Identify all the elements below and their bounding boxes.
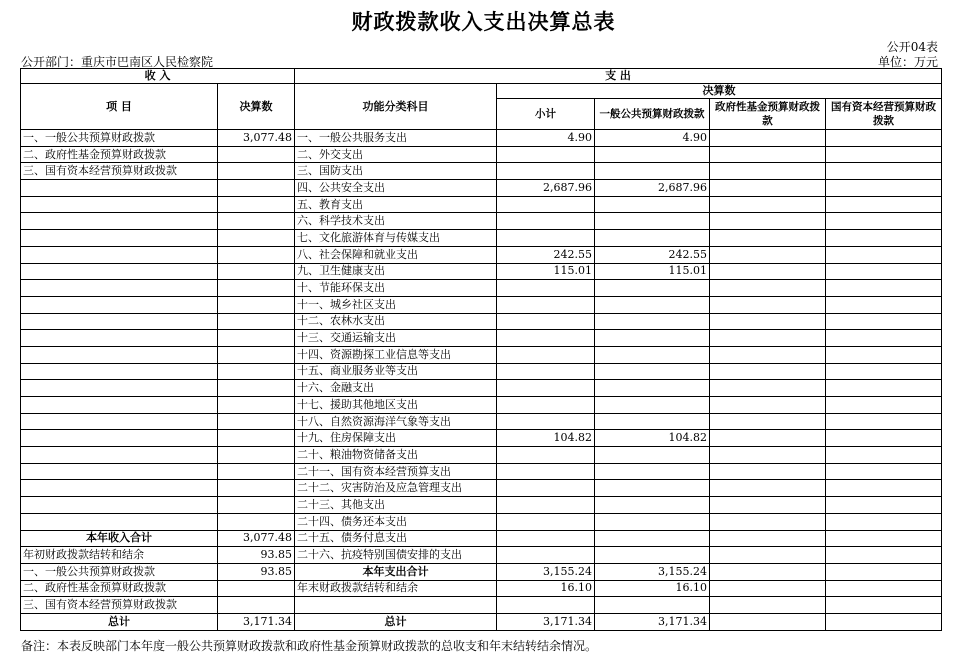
table-row — [21, 430, 942, 447]
empty-cell — [21, 180, 218, 197]
expense-total-subtotal: 3,155.24 — [497, 563, 595, 580]
grand-total-label: 总计 — [21, 613, 218, 630]
empty-cell — [21, 313, 218, 330]
expense-general: 104.82 — [595, 430, 710, 447]
expense-state-capital — [826, 313, 942, 330]
table-row — [21, 146, 942, 163]
expense-item-label: 十八、自然资源海洋气象等支出 — [295, 413, 497, 430]
expense-gov-fund — [710, 497, 826, 514]
empty-cell — [218, 380, 295, 397]
expense-general — [595, 463, 710, 480]
expense-state-capital — [826, 330, 942, 347]
empty-cell — [826, 563, 942, 580]
carry-item-value: 93.85 — [218, 563, 295, 580]
empty-cell — [295, 597, 497, 614]
expense-subtotal — [497, 497, 595, 514]
form-number: 公开04表 — [886, 40, 938, 54]
expense-state-capital — [826, 397, 942, 414]
expense-general — [595, 397, 710, 414]
expense-item-label: 六、科学技术支出 — [295, 213, 497, 230]
expense-gov-fund — [710, 346, 826, 363]
expense-subtotal — [497, 513, 595, 530]
carry-in-value: 93.85 — [218, 547, 295, 564]
expense-state-capital — [826, 430, 942, 447]
expense-state-capital — [826, 180, 942, 197]
amount-header: 决算数 — [218, 84, 295, 130]
income-item-value — [218, 163, 295, 180]
table-row — [21, 363, 942, 380]
empty-cell — [218, 313, 295, 330]
empty-cell — [21, 196, 218, 213]
table-row — [21, 613, 942, 630]
expense-header: 支 出 — [295, 69, 942, 84]
expense-general — [595, 380, 710, 397]
expense-subtotal: 104.82 — [497, 430, 595, 447]
empty-cell — [21, 463, 218, 480]
expense-state-capital — [826, 447, 942, 464]
empty-cell — [21, 363, 218, 380]
expense-general — [595, 346, 710, 363]
expense-subtotal — [497, 230, 595, 247]
expense-gov-fund — [710, 146, 826, 163]
empty-cell — [21, 447, 218, 464]
table-row — [21, 563, 942, 580]
empty-cell — [218, 213, 295, 230]
expense-item-label: 十四、资源勘探工业信息等支出 — [295, 346, 497, 363]
carry-in-label: 年初财政拨款结转和结余 — [21, 547, 218, 564]
expense-item-label: 十三、交通运输支出 — [295, 330, 497, 347]
expense-item-label: 十一、城乡社区支出 — [295, 296, 497, 313]
empty-cell — [21, 380, 218, 397]
income-header: 收 入 — [21, 69, 295, 84]
expense-general — [595, 313, 710, 330]
expense-state-capital — [826, 296, 942, 313]
table-row — [21, 246, 942, 263]
table-row — [21, 313, 942, 330]
expense-subtotal — [497, 280, 595, 297]
empty-cell — [21, 246, 218, 263]
expense-item-label: 十二、农林水支出 — [295, 313, 497, 330]
empty-cell — [21, 413, 218, 430]
expense-general — [595, 447, 710, 464]
empty-cell — [218, 397, 295, 414]
expense-general — [595, 163, 710, 180]
empty-cell — [826, 597, 942, 614]
expense-subtotal: 2,687.96 — [497, 180, 595, 197]
expense-total-general: 3,155.24 — [595, 563, 710, 580]
table-row — [21, 296, 942, 313]
expense-subtotal: 242.55 — [497, 246, 595, 263]
carry-out-subtotal: 16.10 — [497, 580, 595, 597]
empty-cell — [497, 597, 595, 614]
empty-cell — [218, 280, 295, 297]
empty-cell — [710, 613, 826, 630]
table-row — [21, 547, 942, 564]
table-row — [21, 230, 942, 247]
expense-state-capital — [826, 163, 942, 180]
empty-cell — [218, 196, 295, 213]
empty-cell — [21, 397, 218, 414]
empty-cell — [710, 597, 826, 614]
expense-item-label: 十九、住房保障支出 — [295, 430, 497, 447]
table-row — [21, 263, 942, 280]
expense-gov-fund — [710, 447, 826, 464]
expense-general — [595, 413, 710, 430]
expense-subtotal — [497, 413, 595, 430]
table-row — [21, 130, 942, 147]
carry-item-value — [218, 597, 295, 614]
expense-gov-fund — [710, 413, 826, 430]
expense-general: 242.55 — [595, 246, 710, 263]
empty-cell — [21, 513, 218, 530]
expense-state-capital — [826, 497, 942, 514]
expense-gov-fund — [710, 130, 826, 147]
expense-gov-fund — [710, 430, 826, 447]
item-header: 项 目 — [21, 84, 218, 130]
expense-general: 4.90 — [595, 130, 710, 147]
expense-state-capital — [826, 346, 942, 363]
expense-item-label: 八、社会保障和就业支出 — [295, 246, 497, 263]
expense-gov-fund — [710, 513, 826, 530]
expense-item-label: 九、卫生健康支出 — [295, 263, 497, 280]
expense-state-capital — [826, 363, 942, 380]
empty-cell — [710, 563, 826, 580]
general-budget-header: 一般公共预算财政拨款 — [595, 99, 710, 130]
expense-gov-fund — [710, 213, 826, 230]
table-row — [21, 413, 942, 430]
expense-general: 115.01 — [595, 263, 710, 280]
empty-cell — [826, 613, 942, 630]
empty-cell — [21, 263, 218, 280]
expense-state-capital — [826, 213, 942, 230]
grand-total-expense-label: 总计 — [295, 613, 497, 630]
final-accounts-table — [20, 68, 942, 631]
expense-gov-fund — [710, 296, 826, 313]
expense-item-label: 一、一般公共服务支出 — [295, 130, 497, 147]
table-row — [21, 346, 942, 363]
empty-cell — [218, 480, 295, 497]
gov-fund-header: 政府性基金预算财政拨款 — [710, 99, 826, 130]
expense-state-capital — [826, 480, 942, 497]
expense-general — [595, 363, 710, 380]
expense-gov-fund — [710, 380, 826, 397]
expense-item-label: 二、外交支出 — [295, 146, 497, 163]
expense-item-label: 二十、粮油物资储备支出 — [295, 447, 497, 464]
expense-item-label: 三、国防支出 — [295, 163, 497, 180]
grand-total-income: 3,171.34 — [218, 613, 295, 630]
expense-gov-fund — [710, 463, 826, 480]
expense-state-capital — [826, 146, 942, 163]
empty-cell — [21, 346, 218, 363]
empty-cell — [21, 330, 218, 347]
carry-out-general: 16.10 — [595, 580, 710, 597]
expense-state-capital — [826, 246, 942, 263]
expense-gov-fund — [710, 313, 826, 330]
empty-cell — [218, 430, 295, 447]
expense-item-label: 二十五、债务付息支出 — [295, 530, 497, 547]
expense-item-label: 二十四、债务还本支出 — [295, 513, 497, 530]
expense-item-label: 二十三、其他支出 — [295, 497, 497, 514]
expense-general — [595, 146, 710, 163]
empty-cell — [21, 230, 218, 247]
table-row — [21, 530, 942, 547]
empty-cell — [218, 263, 295, 280]
expense-subtotal — [497, 463, 595, 480]
expense-subtotal — [497, 163, 595, 180]
table-row — [21, 213, 942, 230]
table-row — [21, 597, 942, 614]
table-row — [21, 463, 942, 480]
empty-cell — [21, 497, 218, 514]
income-item-value: 3,077.48 — [218, 130, 295, 147]
expense-state-capital — [826, 380, 942, 397]
table-row — [21, 163, 942, 180]
expense-total-label: 本年支出合计 — [295, 563, 497, 580]
expense-item-label: 十、节能环保支出 — [295, 280, 497, 297]
expense-gov-fund — [710, 397, 826, 414]
carry-item-label: 三、国有资本经营预算财政拨款 — [21, 597, 218, 614]
empty-cell — [218, 330, 295, 347]
expense-subtotal — [497, 296, 595, 313]
subtotal-header: 小计 — [497, 99, 595, 130]
expense-subtotal: 115.01 — [497, 263, 595, 280]
expense-item-label: 四、公共安全支出 — [295, 180, 497, 197]
expense-general — [595, 480, 710, 497]
expense-gov-fund — [710, 230, 826, 247]
empty-cell — [218, 413, 295, 430]
income-item-label: 二、政府性基金预算财政拨款 — [21, 146, 218, 163]
table-row — [21, 196, 942, 213]
carry-item-value — [218, 580, 295, 597]
expense-subtotal — [497, 146, 595, 163]
expense-subtotal — [497, 447, 595, 464]
empty-cell — [710, 580, 826, 597]
expense-subtotal — [497, 480, 595, 497]
income-total-value: 3,077.48 — [218, 530, 295, 547]
expense-general — [595, 230, 710, 247]
expense-state-capital — [826, 530, 942, 547]
empty-cell — [21, 430, 218, 447]
empty-cell — [218, 296, 295, 313]
expense-gov-fund — [710, 163, 826, 180]
footnote: 备注：本表反映部门本年度一般公共预算财政拨款和政府性基金预算财政拨款的总收支和年末结转结余情况。 — [21, 639, 598, 653]
expense-general — [595, 547, 710, 564]
expense-gov-fund — [710, 363, 826, 380]
expense-general: 2,687.96 — [595, 180, 710, 197]
final-amount-header: 决算数 — [497, 84, 942, 99]
carry-item-label: 一、一般公共预算财政拨款 — [21, 563, 218, 580]
empty-cell — [218, 246, 295, 263]
expense-state-capital — [826, 263, 942, 280]
expense-subtotal — [497, 530, 595, 547]
carry-out-label: 年末财政拨款结转和结余 — [295, 580, 497, 597]
expense-gov-fund — [710, 263, 826, 280]
page-title: 财政拨款收入支出决算总表 — [351, 10, 616, 34]
expense-state-capital — [826, 280, 942, 297]
table-row — [21, 513, 942, 530]
empty-cell — [218, 346, 295, 363]
expense-gov-fund — [710, 180, 826, 197]
expense-item-label: 二十一、国有资本经营预算支出 — [295, 463, 497, 480]
empty-cell — [218, 447, 295, 464]
expense-item-label: 十五、商业服务业等支出 — [295, 363, 497, 380]
expense-state-capital — [826, 463, 942, 480]
expense-item-label: 二十六、抗疫特别国债安排的支出 — [295, 547, 497, 564]
expense-general — [595, 196, 710, 213]
empty-cell — [595, 597, 710, 614]
expense-state-capital — [826, 413, 942, 430]
expense-subtotal — [497, 363, 595, 380]
expense-subtotal — [497, 547, 595, 564]
expense-general — [595, 296, 710, 313]
expense-state-capital — [826, 230, 942, 247]
carry-item-label: 二、政府性基金预算财政拨款 — [21, 580, 218, 597]
empty-cell — [218, 513, 295, 530]
expense-subtotal — [497, 196, 595, 213]
table-row — [21, 580, 942, 597]
empty-cell — [21, 280, 218, 297]
expense-state-capital — [826, 513, 942, 530]
table-row — [21, 447, 942, 464]
empty-cell — [218, 230, 295, 247]
expense-gov-fund — [710, 330, 826, 347]
empty-cell — [218, 180, 295, 197]
expense-general — [595, 530, 710, 547]
expense-subtotal — [497, 313, 595, 330]
table-row — [21, 380, 942, 397]
unit-label: 单位：万元 — [877, 55, 938, 69]
state-capital-header: 国有资本经营预算财政拨款 — [826, 99, 942, 130]
expense-state-capital — [826, 196, 942, 213]
expense-subtotal — [497, 330, 595, 347]
expense-state-capital — [826, 547, 942, 564]
expense-subtotal — [497, 397, 595, 414]
expense-general — [595, 280, 710, 297]
expense-subtotal — [497, 346, 595, 363]
table-row — [21, 497, 942, 514]
expense-general — [595, 497, 710, 514]
empty-cell — [218, 463, 295, 480]
expense-item-label: 二十二、灾害防治及应急管理支出 — [295, 480, 497, 497]
table-row — [21, 280, 942, 297]
table-row — [21, 180, 942, 197]
income-total-label: 本年收入合计 — [21, 530, 218, 547]
expense-gov-fund — [710, 280, 826, 297]
expense-gov-fund — [710, 547, 826, 564]
grand-total-subtotal: 3,171.34 — [497, 613, 595, 630]
expense-subtotal: 4.90 — [497, 130, 595, 147]
expense-subtotal — [497, 213, 595, 230]
expense-gov-fund — [710, 530, 826, 547]
expense-gov-fund — [710, 480, 826, 497]
income-item-label: 三、国有资本经营预算财政拨款 — [21, 163, 218, 180]
expense-subtotal — [497, 380, 595, 397]
expense-general — [595, 213, 710, 230]
income-item-label: 一、一般公共预算财政拨款 — [21, 130, 218, 147]
expense-gov-fund — [710, 246, 826, 263]
expense-gov-fund — [710, 196, 826, 213]
expense-state-capital — [826, 130, 942, 147]
empty-cell — [21, 480, 218, 497]
expense-item-label: 十七、援助其他地区支出 — [295, 397, 497, 414]
empty-cell — [826, 580, 942, 597]
empty-cell — [21, 213, 218, 230]
expense-general — [595, 513, 710, 530]
table-row — [21, 330, 942, 347]
empty-cell — [21, 296, 218, 313]
expense-item-label: 五、教育支出 — [295, 196, 497, 213]
function-category-header: 功能分类科目 — [295, 84, 497, 130]
grand-total-general: 3,171.34 — [595, 613, 710, 630]
department-label: 公开部门：重庆市巴南区人民检察院 — [21, 55, 214, 69]
table-row — [21, 397, 942, 414]
expense-item-label: 十六、金融支出 — [295, 380, 497, 397]
table-row — [21, 480, 942, 497]
income-item-value — [218, 146, 295, 163]
empty-cell — [218, 497, 295, 514]
expense-general — [595, 330, 710, 347]
expense-item-label: 七、文化旅游体育与传媒支出 — [295, 230, 497, 247]
empty-cell — [218, 363, 295, 380]
